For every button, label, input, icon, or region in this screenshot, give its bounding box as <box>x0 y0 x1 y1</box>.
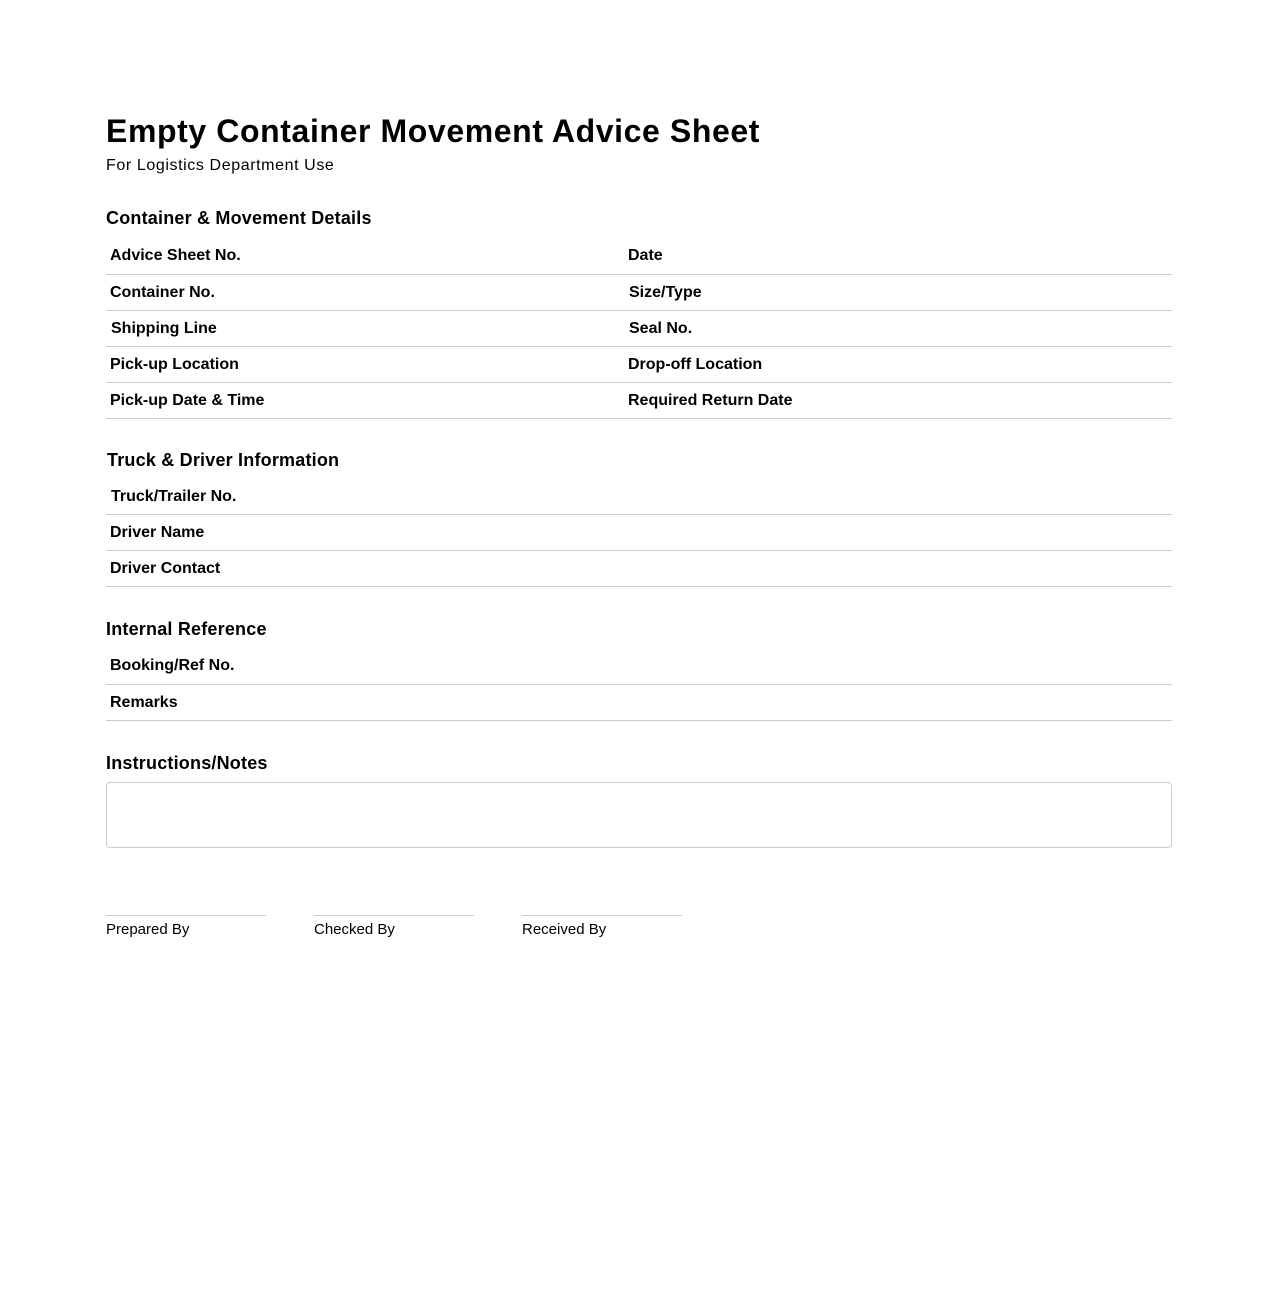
field-label-required-return-date: Required Return Date <box>628 392 793 409</box>
table-row <box>106 311 1172 347</box>
signature-line <box>314 915 474 916</box>
table-row <box>106 347 1172 383</box>
signature-received-by <box>522 915 682 938</box>
table-row <box>106 648 1172 685</box>
table-row <box>106 551 1172 587</box>
field-label-seal-no: Seal No. <box>629 320 693 337</box>
field-label-shipping-line: Shipping Line <box>111 320 217 337</box>
field-label-pickup-location: Pick-up Location <box>110 356 239 373</box>
section-title-container-details: Container & Movement Details <box>106 208 372 228</box>
page-subtitle: For Logistics Department Use <box>106 157 335 174</box>
table-row <box>106 383 1172 419</box>
field-label-size-type: Size/Type <box>629 284 702 301</box>
field-label-container-no: Container No. <box>110 284 215 301</box>
table-row <box>106 479 1172 515</box>
page-title: Empty Container Movement Advice Sheet <box>106 113 761 149</box>
signature-checked-by <box>314 915 474 938</box>
instructions-notes-box[interactable] <box>106 782 1172 848</box>
section-title-truck-driver: Truck & Driver Information <box>107 450 340 470</box>
field-label-dropoff-location: Drop-off Location <box>628 356 763 373</box>
signature-line <box>106 915 266 916</box>
container-details-table <box>106 238 1172 419</box>
signature-label: Checked By <box>314 921 395 938</box>
table-row <box>106 274 1172 311</box>
internal-reference-table <box>106 648 1172 721</box>
signature-label: Received By <box>522 921 607 938</box>
field-label-advice-sheet-no: Advice Sheet No. <box>110 247 241 264</box>
field-label-booking-ref-no: Booking/Ref No. <box>110 657 235 674</box>
field-label-pickup-date-time: Pick-up Date & Time <box>110 392 265 409</box>
field-label-driver-contact: Driver Contact <box>110 560 221 577</box>
table-row <box>106 515 1172 551</box>
signature-line <box>522 915 682 916</box>
signature-prepared-by <box>106 915 266 938</box>
section-title-internal-reference: Internal Reference <box>106 619 267 639</box>
table-row <box>106 685 1172 721</box>
truck-driver-table <box>106 479 1172 587</box>
field-label-driver-name: Driver Name <box>110 524 205 541</box>
section-title-instructions-notes: Instructions/Notes <box>106 753 268 773</box>
signature-label: Prepared By <box>106 921 190 938</box>
table-row <box>106 238 1172 274</box>
field-label-truck-trailer-no: Truck/Trailer No. <box>111 488 237 505</box>
field-label-remarks: Remarks <box>110 694 178 711</box>
field-label-date: Date <box>628 247 663 264</box>
